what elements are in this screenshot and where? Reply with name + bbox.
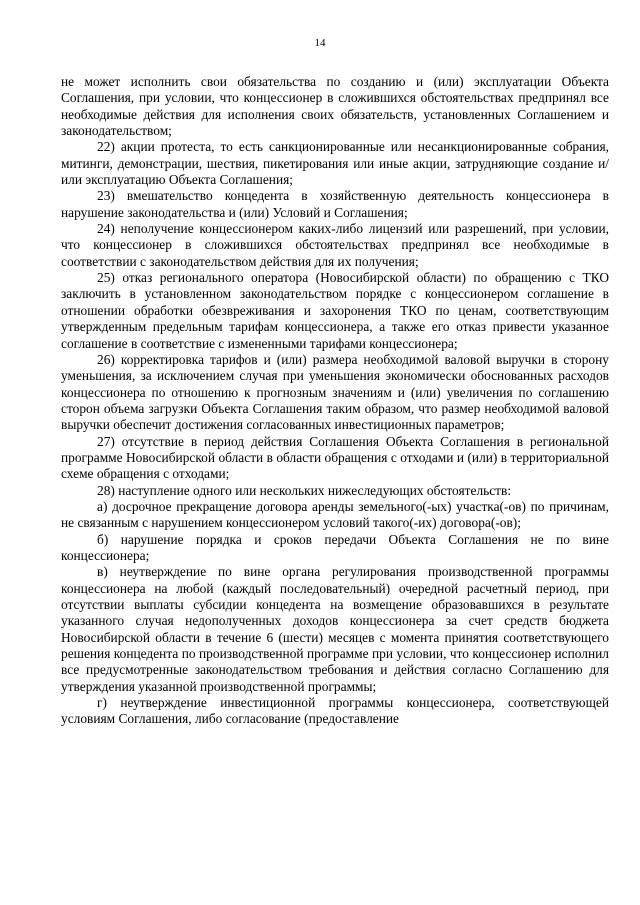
paragraph-item-28: 28) наступление одного или нескольких нижеследующих обстоятельств: bbox=[97, 482, 512, 498]
page-number: 14 bbox=[314, 37, 326, 49]
paragraph-item-22: 22) акции протеста, то есть санкционированные или несанкционированные собрания, митинги, демонстрации, шествия, пикетирования или иные акции, затрудняющие создание и/или эксплуатацию Объекта Соглашения; bbox=[61, 139, 609, 188]
paragraph-subitem-b: б) нарушение порядка и сроков передачи Объекта Соглашения не по вине концессионера; bbox=[61, 531, 609, 563]
paragraph-item-23: 23) вмешательство концедента в хозяйственную деятельность концессионера в нарушение законодательства и (или) Условий и Соглашения; bbox=[61, 188, 609, 220]
paragraph-item-27: 27) отсутствие в период действия Соглашения Объекта Соглашения в региональной программе Новосибирской области в области обращения с отходами и (или) в территориальной схеме обращения с отходами; bbox=[61, 433, 609, 482]
paragraph-item-24: 24) неполучение концессионером каких-либо лицензий или разрешений, при условии, что концессионер в сложившихся обстоятельствах предпринял все необходимые в соответствии с законодательством действия для их получения; bbox=[61, 221, 609, 269]
paragraph-subitem-v: в) неутверждение по вине органа регулирования производственной программы концессионера на любой (каждый последовательный) очередной расчетный период, при отсутствии выплаты субсидии концедента на возмещение образовавшихся в результате указанного случая недополученных доходов концессионера за счет средств бюджета Новосибирской области в течение 6 (шести) месяцев с момента принятия соответствующего решения концедента по производственной программе при условии, что концессионер исполнил все предусмотренные законодательством требования и действия согласно Соглашению для утверждения указанной производственной программы; bbox=[61, 564, 609, 694]
document-body bbox=[61, 74, 609, 728]
paragraph-continuation: не может исполнить свои обязательства по созданию и (или) эксплуатации Объекта Соглашения, при условии, что концессионер в сложившихся обстоятельствах предпринял все необходимые действия для исполнения своих обязательств, установленных Соглашением и законодательством; bbox=[61, 74, 609, 139]
paragraph-item-26: 26) корректировка тарифов и (или) размера необходимой валовой выручки в сторону уменьшения, за исключением случая при уменьшения экономически обоснованных расходов концессионера по отношению к прогнозным значениям и (или) увеличения по соглашению сторон объема загрузки Объекта Соглашения таким образом, что размер необходимой валовой выручки обеспечит достижения согласованных инвестиционных параметров; bbox=[61, 351, 609, 433]
paragraph-item-25: 25) отказ регионального оператора (Новосибирской области) по обращению с ТКО заключить в установленном законодательством порядке с концессионером соглашение в отношении обработки обезвреживания и захоронения ТКО по ценам, соответствующим утвержденным предельным тарифам концессионера, а также его отказ привести указанное соглашение в соответствие с измененными тарифами концессионера; bbox=[61, 270, 609, 351]
paragraph-subitem-g: г) неутверждение инвестиционной программы концессионера, соответствующей условиям Соглашения, либо согласование (предоставление bbox=[61, 695, 609, 727]
paragraph-subitem-a: а) досрочное прекращение договора аренды земельного(-ых) участка(-ов) по причинам, не связанным с нарушением концессионером условий такого(-их) договора(-ов); bbox=[61, 498, 609, 531]
